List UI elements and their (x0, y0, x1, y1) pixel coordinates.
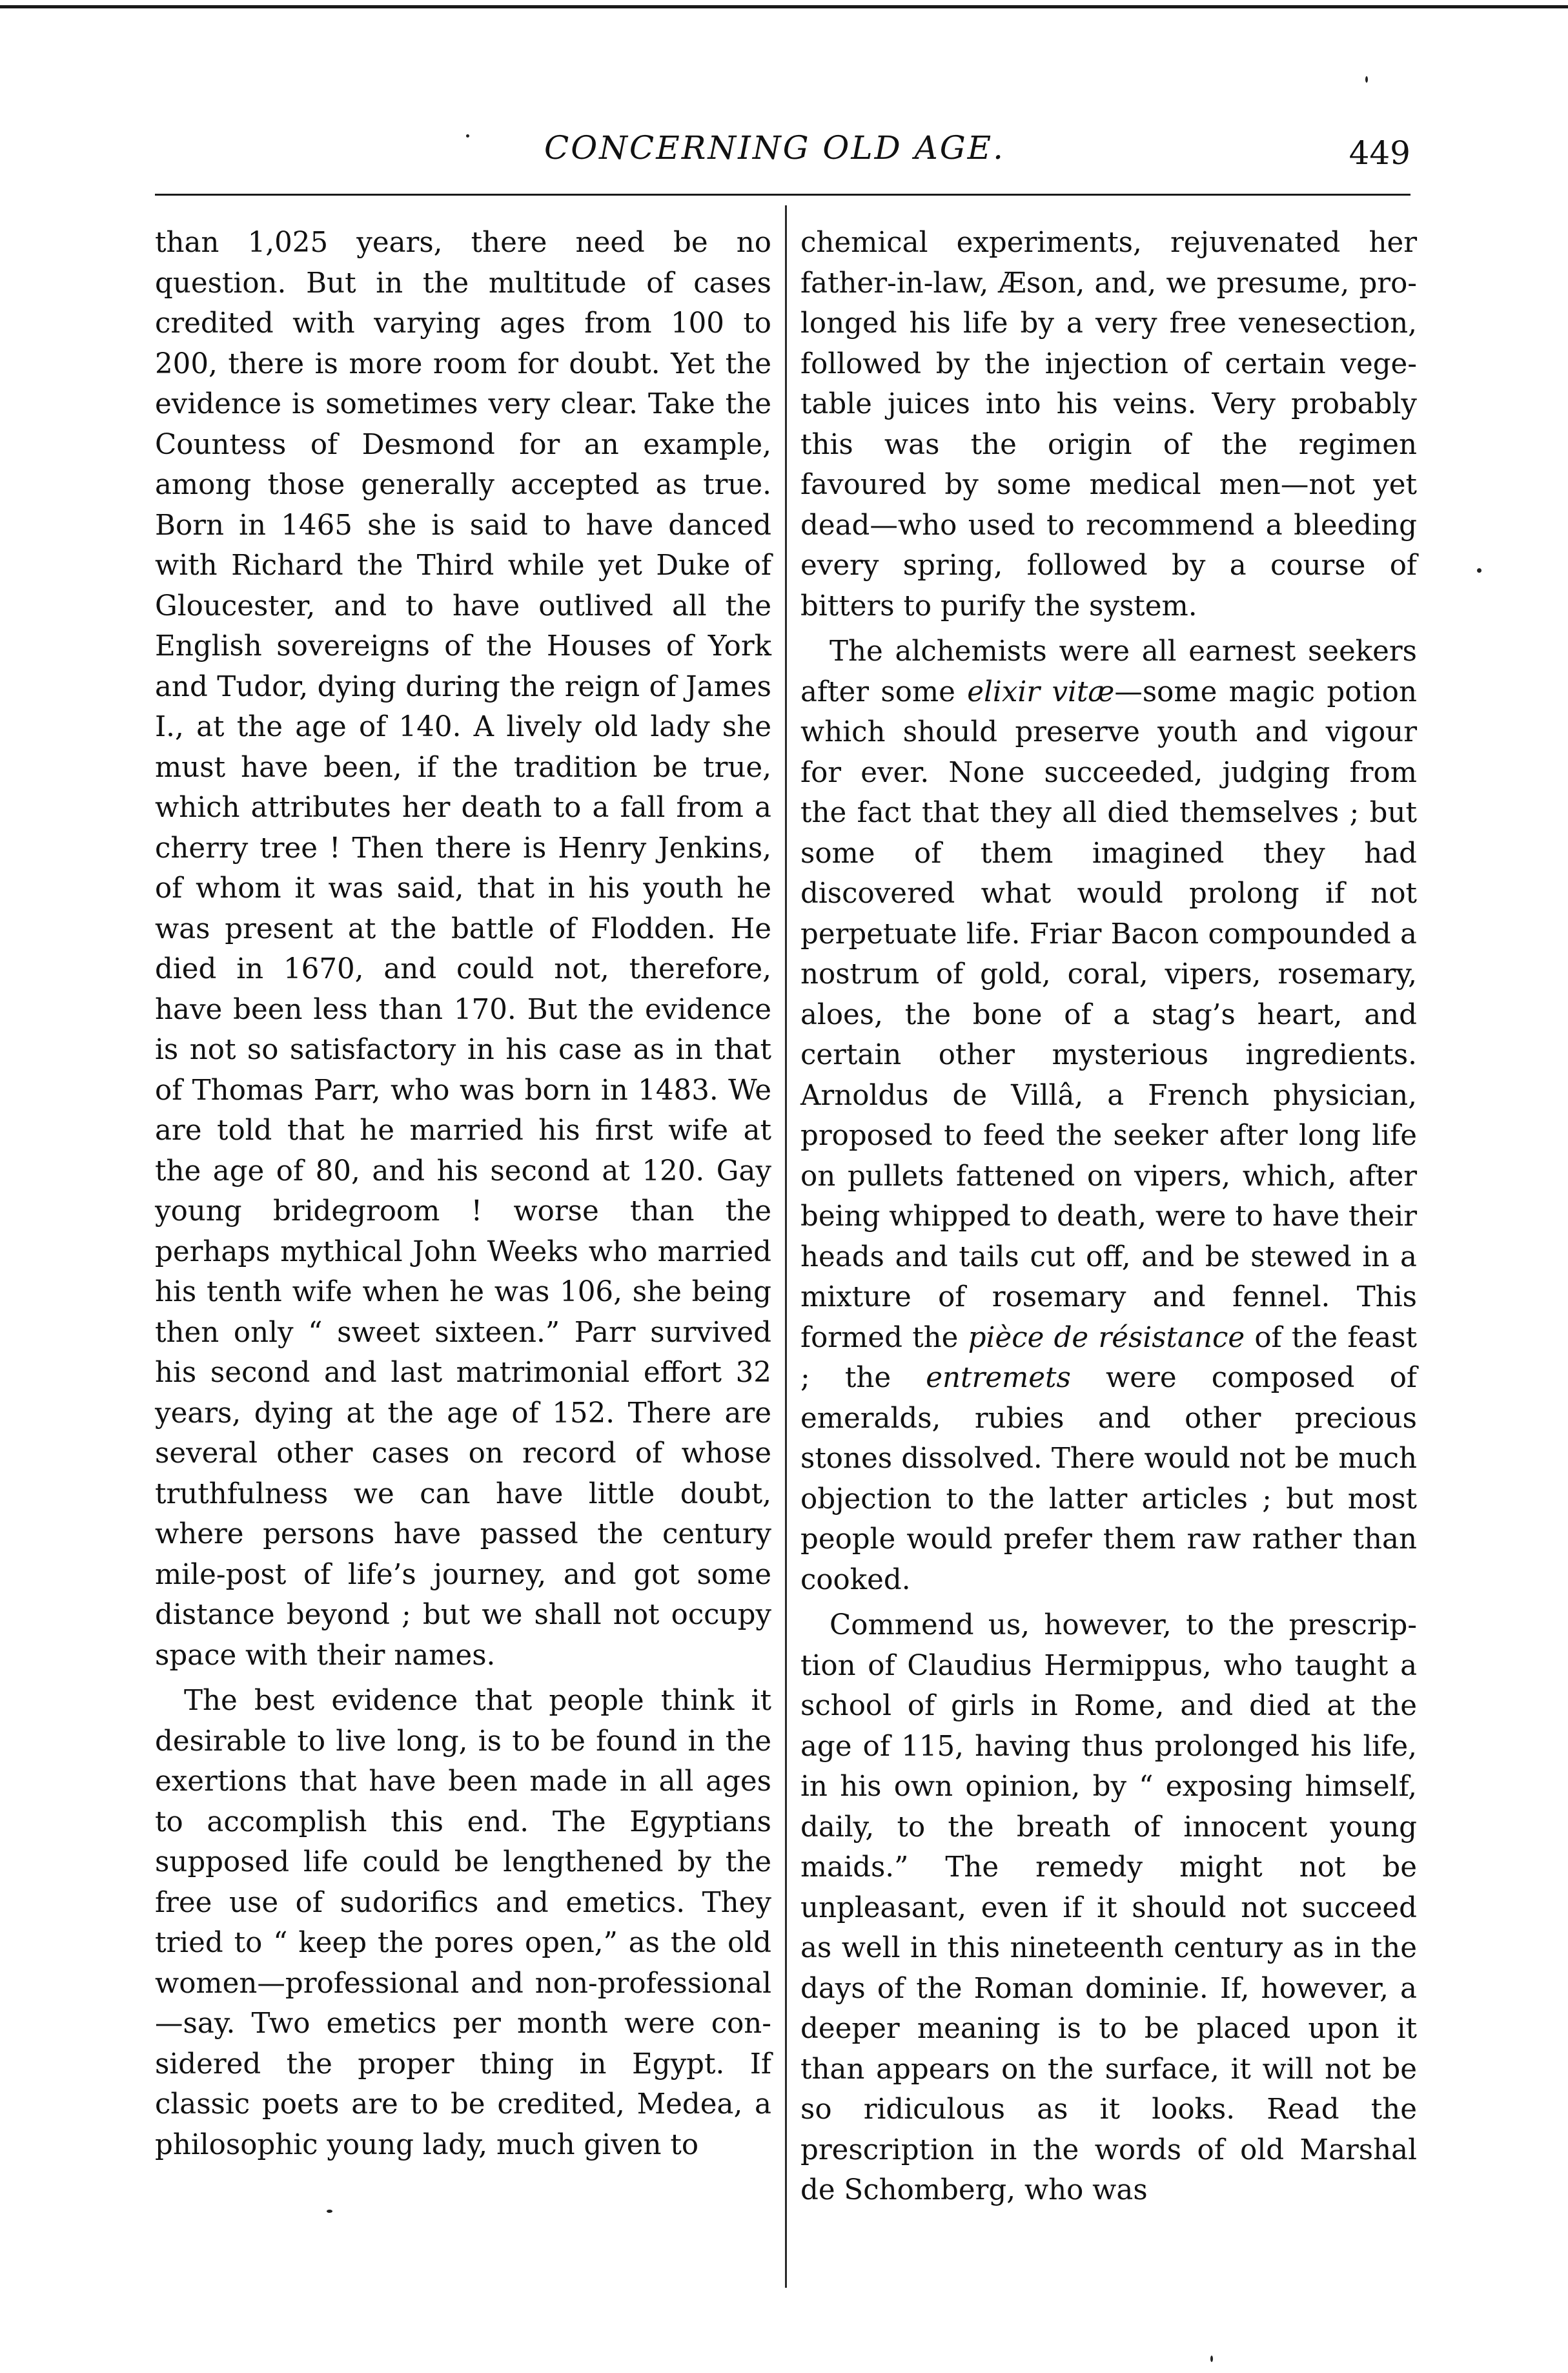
scan-speck (327, 2210, 332, 2213)
right-column (800, 223, 1417, 2211)
column-divider (785, 205, 787, 2288)
header-rule (155, 194, 1410, 196)
italic-phrase: pièce de résistance (968, 1321, 1245, 1354)
text-run: The alchemists were all earnest seekers after some (800, 635, 1417, 708)
paragraph: The best evidence that people think it desirable to live long, is to be found in the exertions that have been made in all ages to accomplish this end. The Egyptians supposed life could be lengthened by the free use of sudorifics and emetics. They tried to “ keep the pores open,” as the old women—professional and non-professional —say. Two emetics per month were considered the proper thing in Egypt. If classic poets are to be credited, Medea, a philosophic young lady, much given to (155, 1685, 771, 2161)
paragraph: Commend us, however, to the prescription of Claudius Hermippus, who taught a school of girls in Rome, and died at the age of 115, having thus prolonged his life, in his own opinion, by “ exposing himself, daily, to the breath of innocent young maids.” The remedy might not be unpleasant, even if it should not succeed as well in this nineteenth century as in the days of the Roman dominie. If, however, a deeper meaning is to be placed upon it than appears on the surface, it will not be so ridiculous as it looks. Read the prescription in the words of old Marshal de Schomberg, who was (800, 1609, 1417, 2206)
text-run: of the feast ; the (800, 1321, 1417, 1394)
italic-phrase: elixir vitæ (967, 675, 1115, 708)
left-column (155, 223, 771, 2165)
paragraph (800, 632, 1417, 1600)
paragraph: than 1,025 years, there need be no question. But in the multitude of cases credited with varying ages from 100 to 200, there is more room for doubt. Yet the evidence is sometimes very clear. Take the Countess of Desmond for an example, among those generally accepted as true. Born in 1465 she is said to have danced with Richard the Third while yet Duke of Gloucester, and to have outlived all the English sovereigns of the Houses of York and Tudor, dying during the reign of James I., at the age of 140. A lively old lady she must have been, if the tradition be true, which attributes her death to a fall from a cherry tree ! Then there is Henry Jenkins, of whom it was said, that in his youth he was present at the battle of Flodden. He died in 1670, and could not, therefore, have been less than 170. But the evidence is not so satisfactory in his case as in that of Thomas Parr, who was born in 1483. We are told that he married his first wife at the age of 80, and his second at 120. Gay young bridegroom ! worse than the perhaps mythical John Weeks who married his tenth wife when he was 106, she being then only “ sweet sixteen.” Parr survived his second and last matrimonial effort 32 years, dying at the age of 152. There are several other cases on record of whose truthfulness we can have little doubt, where persons have passed the century mile-post of life’s journey, and got some distance beyond ; but we shall not occupy space with their names. (155, 227, 771, 1672)
text-run: were composed of emeralds, rubies and other precious stones dissolved. There would not be much objection to the latter articles ; but most people would prefer them raw rather than cooked. (800, 1362, 1417, 1596)
paragraph: chemical experiments, rejuvenated her father-in-law, Æson, and, we presume, prolonged his life by a very free venesection, followed by the injection of certain vegetable juices into his veins. Very probably this was the origin of the regimen favoured by some medical men—not yet dead—who used to recommend a bleeding every spring, followed by a course of bitters to purify the system. (800, 227, 1417, 622)
page-number: 449 (1349, 134, 1410, 172)
running-title: CONCERNING OLD AGE. (544, 129, 1006, 167)
page-header (155, 129, 1410, 187)
scan-speck (466, 134, 469, 138)
scan-speck (1210, 2356, 1213, 2362)
top-border-rule (0, 5, 1568, 8)
scan-speck (1365, 76, 1368, 83)
text-run: —some magic potion which should preserve youth and vigour for ever. None succeeded, judging from the fact that they all died themselves ; but some of them imagined they had discovered what would prolong if not perpetuate life. Friar Bacon compounded a nostrum of gold, coral, vipers, rosemary, aloes, the bone of a stag’s heart, and certain other mysterious ingredients. Arnoldus de Villâ, a French physician, proposed to feed the seeker after long life on pullets fattened on vipers, which, after being whipped to death, were to have their heads and tails cut off, and be stewed in a mixture of rosemary and fennel. This formed the (800, 675, 1417, 1354)
scan-speck (1477, 568, 1481, 573)
italic-phrase: entremets (926, 1362, 1071, 1394)
